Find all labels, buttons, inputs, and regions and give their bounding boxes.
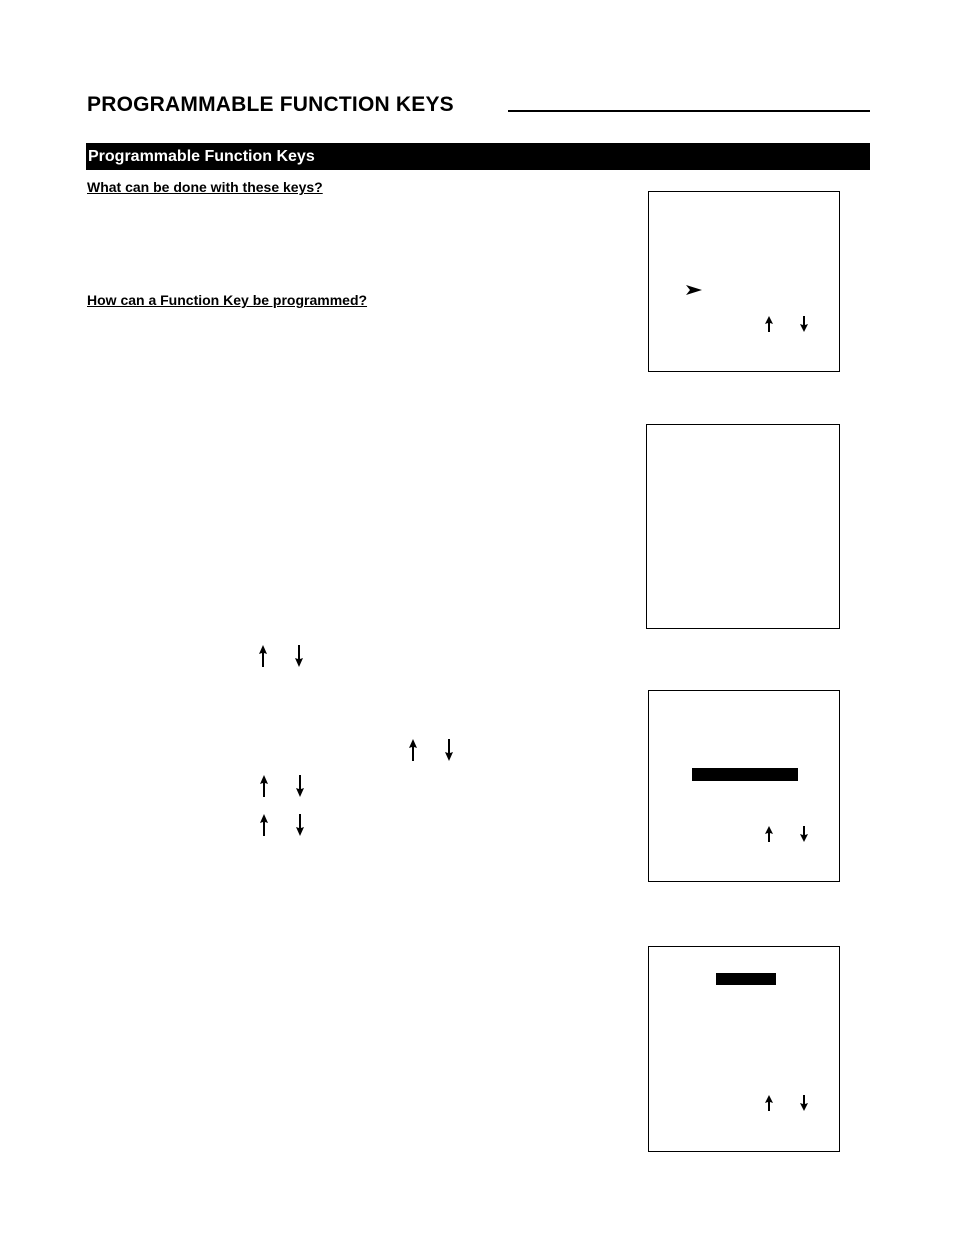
- display-screen-3: [648, 690, 840, 882]
- arrow-up-icon: [259, 775, 269, 797]
- arrow-down-icon: [295, 775, 305, 797]
- highlight-bar: [716, 973, 776, 985]
- display-screen-2: [646, 424, 840, 629]
- arrow-up-icon: [259, 814, 269, 836]
- arrow-up-icon: [258, 645, 268, 667]
- section-header-label: Programmable Function Keys: [88, 148, 315, 165]
- display-screen-4: [648, 946, 840, 1152]
- arrow-down-icon: [444, 739, 454, 761]
- display-screen-1: [648, 191, 840, 372]
- highlight-bar: [692, 768, 798, 781]
- arrow-up-icon: [764, 826, 774, 842]
- arrow-down-icon: [294, 645, 304, 667]
- page-title: PROGRAMMABLE FUNCTION KEYS: [87, 93, 454, 116]
- arrow-down-icon: [799, 826, 809, 842]
- arrow-down-icon: [799, 316, 809, 332]
- pointer-arrow-icon: [686, 285, 702, 295]
- arrow-down-icon: [295, 814, 305, 836]
- arrow-down-icon: [799, 1095, 809, 1111]
- subheading-how: How can a Function Key be programmed?: [87, 292, 368, 308]
- arrow-up-icon: [764, 1095, 774, 1111]
- arrow-up-icon: [764, 316, 774, 332]
- subheading-what: What can be done with these keys?: [87, 179, 323, 195]
- section-header-bar: [86, 143, 870, 170]
- arrow-up-icon: [408, 739, 418, 761]
- title-rule: [508, 110, 870, 112]
